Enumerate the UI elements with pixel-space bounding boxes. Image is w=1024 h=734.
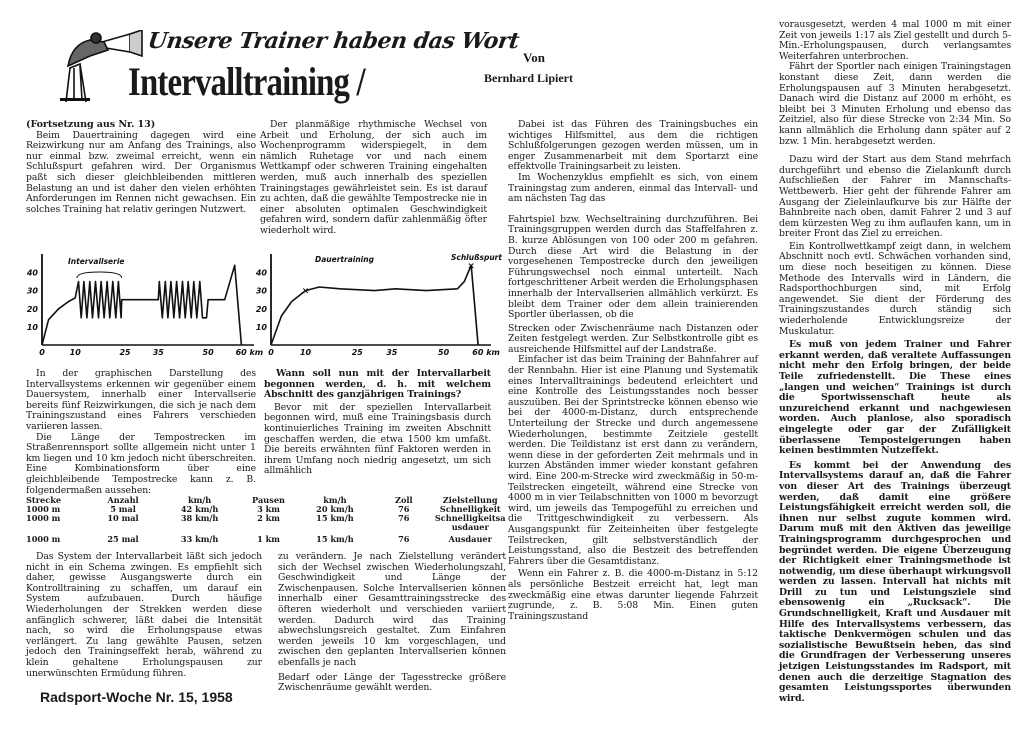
y-tick-label: 30 xyxy=(255,286,267,296)
column-header: km/h xyxy=(323,495,347,505)
interval-table xyxy=(26,496,506,544)
series-line xyxy=(42,265,241,345)
x-tick-label: 60 km xyxy=(235,348,264,357)
column-1-top xyxy=(26,120,256,215)
paragraph: Strecken oder Zwischenräume nach Distanzen oder Zeiten festgelegt werden. Zur Selbstkontrolle gibt es ausreichende Hilfsmittel auf der Landstraße. xyxy=(508,322,758,355)
paragraph: Die Länge der Tempostrecken im Straßenrennsport sollte allgemein nicht unter 1 km liegen und 10 km jedoch nicht überschreiten. Eine Kombinationsform über eine gleichbleibende Tempostrecke kann z. B. folgendermaßen aussehen: xyxy=(26,431,256,496)
column-1-bottom xyxy=(26,552,262,679)
table-cell: 76 xyxy=(398,504,410,514)
series-title: Unsere Trainer haben das Wort xyxy=(146,28,521,54)
paragraph: Im Wochenzyklus empfiehlt es sich, von einem Trainingstag zum anderen, einmal das Intervall- und am nächsten Tag das xyxy=(508,171,758,205)
table-cell: 33 km/h xyxy=(180,534,219,544)
column-header: Zoll xyxy=(394,495,413,505)
table-cell: 2 km xyxy=(257,513,280,523)
table-cell: 5 mal xyxy=(110,504,136,514)
table-cell: 76 xyxy=(398,513,410,523)
column-4 xyxy=(779,20,1011,704)
table-row xyxy=(26,514,506,532)
table-row xyxy=(26,532,506,544)
y-tick-label: 20 xyxy=(255,304,267,314)
paragraph: Fährt der Sportler nach einigen Trainingstagen konstant diese Zeit, dann werden die Erholungspausen auf 3 Minuten herabgesetzt. Danach wird die Distanz auf 2000 m erhöht, es bleibt bei 3 Minuten Erholung und ebenso das Zeitziel, also für diese Strecke von 2:34 Min. So kann allmählich die Erholung dann später auf 2 bzw. 1 Min. herabgesetzt werden. xyxy=(779,61,1011,147)
table-cell: Schnelligkeitsausdauer xyxy=(434,513,506,532)
paragraph: Beim Dauertraining dagegen wird eine Reizwirkung nur am Anfang des Trainings, also nur einmal bzw. zweimal erreicht, wenn ein Schlußspurt gefahren wird. Der Organismus paßt sich dieser gleichbleibenden mittleren Belastung an und ist daher den vielen erhöhten Anforderungen im Rennen nicht gewachsen. Ein solches Training hat relativ geringen Nutzwert. xyxy=(26,129,256,215)
table-cell: 1 km xyxy=(257,534,280,544)
x-tick-label: 50 xyxy=(438,348,450,357)
paragraph: Dabei ist das Führen des Trainingsbuches ein wichtiges Hilfsmittel, aus dem die richtigen Schlußfolgerungen gezogen werden müssen, um in enger Zusammenarbeit mit dem Sportarzt eine effektvolle Trainingsarbeit zu leisten. xyxy=(508,119,758,173)
subheading-question: Wann soll nun mit der Intervallarbeit begonnen werden, d. h. mit welchem Abschnitt des ganzjährigen Trainings? xyxy=(264,368,491,401)
y-tick-label: 20 xyxy=(26,304,38,314)
x-tick-label: 25 xyxy=(119,348,131,357)
y-tick-label: 10 xyxy=(26,322,38,332)
column-header: km/h xyxy=(187,495,212,505)
table-cell: 42 km/h xyxy=(180,504,219,514)
annotation-label: Schlußspurt xyxy=(451,253,502,262)
paragraph: Der planmäßige rhythmische Wechsel von Arbeit und Erholung, der sich auch im Wochenprogramm widerspiegelt, in dem nämlich Ruhetage vor und nach einem Wettkampf oder schweren Training eingehalten werden, muß auch innerhalb des speziellen Trainingstages gewährleistet sein. Es ist darauf zu achten, daß die gewählte Tempostrecke nie in einer absoluten optimalen Geschwindigkeit gefahren wird, sondern dafür zahlenmäßig öfter wiederholt wird. xyxy=(260,119,487,236)
x-tick-label: 10 xyxy=(299,348,312,357)
paragraph: In der graphischen Darstellung des Intervallsystems erkennen wir gegenüber einem Dauersystem, innerhalb einer Intervallserie bereits fünf Reizwirkungen, die sich je nach dem Trainingszustand eines Fahrers verschieden variieren lassen. xyxy=(26,368,256,432)
point-marker: × xyxy=(301,286,310,297)
table-cell: 38 km/h xyxy=(180,513,219,523)
x-tick-label: 10 xyxy=(69,348,81,357)
table-cell: 15 km/h xyxy=(316,513,354,523)
paragraph: Fahrtspiel bzw. Wechseltraining durchzuführen. Bei Trainingsgruppen werden durch das Staffelfahren z. B. kurze Ablösungen von 100 oder 200 m gefahren. Durch diese Art wird die Belastung in der vorgesehenen Tempostrecke durch den jeweiligen Führungswechsel noch einmal unterteilt. Nach fortgeschrittener Arbeit werden die Erholungsphasen innerhalb der Intervallserien allmählich verkürzt. Es bleibt dem Trainer oder dem allein trainierenden Sportler überlassen, ob die xyxy=(508,213,758,321)
paragraph: Ein Kontrollwettkampf zeigt dann, in welchem Abschnitt noch evtl. Schwächen vorhanden sind, um diese noch beseitigen zu können. Diese Methode des Intervalls wird in Ländern, die Radsporthochburgen sind, mit Erfolg angewendet. Sie dient der Förderung des Trainingszustandes durch ständig sich wiederholende Entwicklungsreize der Muskulatur. xyxy=(779,240,1011,337)
table-cell: 3 km xyxy=(257,504,280,514)
article-title: Intervalltraining / xyxy=(128,59,365,104)
column-2-bottom xyxy=(278,552,506,694)
y-tick-label: 40 xyxy=(26,268,38,278)
table-cell: 1000 m xyxy=(26,513,61,523)
column-1-middle xyxy=(26,369,256,496)
y-tick-label: 40 xyxy=(255,268,267,278)
paragraph: Es kommt bei der Anwendung des Intervallsystems darauf an, daß die Fahrer von dieser Art des Trainings überzeugt werden, daß damit eine größere Leistungsfähigkeit erreicht werden soll, die ihnen nur selbst zugute kommen wird. Darum muß mit den Aktiven das jeweilige Trainingsprogramm durchgesprochen und begründet werden. Die eigene Überzeugung der Richtigkeit einer Trainingsmethode ist notwendig, um diese überhaupt wirkungsvoll werden zu lassen. Intervall hat nichts mit Drill zu tun und Leistungsziele sind ebensowenig ein „Rucksack“. Die Grundschnelligkeit, Kraft und Ausdauer mit Hilfe des Intervallsystems verbessern, das taktische Denkvermögen schulen und das sozialistische Bewußtsein heben, das sind die Grundfragen der Verbesserung unseres jetzigen Leistungsstandes im Radsport, mit denen auch die derzeitige Stagnation des gesamten Leistungssportes überwunden wird. xyxy=(779,459,1011,704)
table-cell: Ausdauer xyxy=(448,534,492,544)
annotation-label: Intervallserie xyxy=(68,257,125,266)
paragraph: Wenn ein Fahrer z. B. die 4000-m-Distanz in 5:12 als persönliche Bestzeit erreicht hat, legt man zweckmäßig eine etwas darunter liegende Fahrzeit zugrunde, z. B. 5:08 Min. Einen guten Trainingszustand xyxy=(508,568,758,622)
header xyxy=(60,22,530,107)
author-name: Bernhard Lipiert xyxy=(484,71,573,85)
column-header: Strecke xyxy=(26,495,62,505)
column-3 xyxy=(508,120,758,622)
table-cell: Schnelligkeit xyxy=(439,504,501,514)
paragraph: Einfacher ist das beim Training der Bahnfahrer auf der Rennbahn. Hier ist eine Planung und Systematik eines Intervalltrainings bedeutend erleichtert und eine Kontrolle des Leistungsstandes noch besser auszuüben. Bei der Sprintstrecke können ebenso wie bei der 4000-m-Distanz, durch entsprechende Unterteilung der Strecke und durch angemessene Wiederholungen, bestimmte Zeitziele gestellt werden. Die Teildistanz ist erst dann zu verändern, wenn diese in der geforderten Zeit mehrmals und in kurzen Abständen immer wieder konstant gefahren wird. Eine 200-m-Strecke wird zweckmäßig in 50-m-Teilstrecken eingeteilt, während eine Strecke von 4000 m in vier Teilabschnitten von 1000 m bevorzugt wird, um jeweils das Tempogefühl zu erreichen und die Trittgeschwindigkeit zu verbessern. Als Ausgangspunkt für Zeiteinheiten über festgelegte Teilstrecken, gilt selbstverständlich der Leistungsstand, also die Bestzeit des betreffenden Fahrers über die Gesamtdistanz. xyxy=(508,354,758,567)
x-tick-label: 60 km xyxy=(472,348,500,357)
series-line xyxy=(271,265,478,345)
table-cell: 10 mal xyxy=(107,513,139,523)
publication-source: Radsport-Woche Nr. 15, 1958 xyxy=(40,689,233,705)
x-tick-label: 0 xyxy=(39,348,45,357)
y-tick-label: 30 xyxy=(26,286,38,296)
paragraph: vorausgesetzt, werden 4 mal 1000 m mit einer Zeit von jeweils 1:17 als Ziel gestellt und durch 5-Min.-Erholungspausen, durch verlangsamtes Weiterfahren unterbrochen. xyxy=(779,19,1011,62)
byline-von: Von xyxy=(523,50,545,65)
series-brace xyxy=(77,272,122,278)
column-2-top xyxy=(260,120,487,237)
column-header: Pausen xyxy=(252,495,285,505)
column-header: Anzahl xyxy=(107,495,139,505)
x-tick-label: 50 xyxy=(202,348,214,357)
paragraph: Bevor mit der speziellen Intervallarbeit begonnen wird, muß eine Trainingsbasis durch kontinuierliches Training im zweiten Abschnitt geschaffen werden, die etwa 1500 km umfaßt. Die bereits erwähnten fünf Faktoren werden in ihrem Umfang noch niedrig angesetzt, um sich allmählich xyxy=(264,401,491,477)
interval-training-chart xyxy=(20,248,265,360)
endurance-training-chart xyxy=(255,248,505,360)
table-cell: 1000 m xyxy=(26,534,61,544)
x-tick-label: 35 xyxy=(152,348,164,357)
annotation-label: Dauertraining xyxy=(315,255,374,264)
paragraph: zu verändern. Je nach Zielstellung verändert sich der Wechsel zwischen Wiederholungszahl, Geschwindigkeit und Länge der Zwischenpausen. Solche Intervallserien können innerhalb einer Gesamttrainingsstrecke des öfteren wiederholt und verschieden variiert werden. Dadurch wird das Training abwechslungsreich gestaltet. Zum Einfahren werden jeweils 10 km vorgeschlagen, und zwischen den geplanten Intervallserien können ebenfalls je nach xyxy=(278,551,506,668)
paragraph: Bedarf oder Länge der Tagesstrecke größere Zwischenräume gewählt werden. xyxy=(278,671,506,694)
table-cell: 76 xyxy=(398,534,410,544)
paragraph: Dazu wird der Start aus dem Stand mehrfach durchgeführt und ebenso die Zielankunft durch Aufschließen der Fahrer im Mannschafts-Wettbewerb. Hier geht der führende Fahrer am Ausgang der Zieleinlaufkurve bis zur Hälfte der Bahnbreite nach oben, damit Fahrer 2 und 3 auf dem kürzesten Weg zu ihm auflaufen kann, um in breiter Front das Ziel zu erreichen. xyxy=(779,154,1011,240)
column-header: Zielstellung xyxy=(442,495,498,505)
paragraph: Es muß von jedem Trainer und Fahrer erkannt werden, daß veraltete Auffassungen nicht mehr den Erfolg bringen, der beide Teile zufriedenstellt. Die These eines „langen und weichen“ Trainings ist durch die Sportwissenschaft heute als unzureichend erkannt und nachgewiesen worden. Auch planlose, also sporadisch eingelegte oder gar der Zufälligkeit überlassene Temposteigerungen haben keinen bestimmten Nutzeffekt. xyxy=(779,339,1011,457)
continuation-note: (Fortsetzung aus Nr. 13) xyxy=(26,119,156,130)
table-cell: 15 km/h xyxy=(316,534,354,544)
table-cell: 25 mal xyxy=(107,534,139,544)
x-tick-label: 25 xyxy=(351,348,363,357)
x-tick-label: 0 xyxy=(268,348,274,357)
table-cell: 20 km/h xyxy=(316,504,354,514)
point-marker: × xyxy=(467,261,475,272)
y-tick-label: 10 xyxy=(255,322,267,332)
paragraph: Das System der Intervallarbeit läßt sich jedoch nicht in ein Schema zwingen. Es empfiehlt sich daher, gewisse Ausgangswerte durch ein Kontrolltraining zu schaffen, um darauf ein System aufzubauen. Durch häufige Wiederholungen der Strekken werden diese anfänglich schwerer, läßt dabei die Intensität nach, so wird die Erholungspause etwas verlängert. Zu lang gewählte Pausen, setzen jedoch den Trainingseffekt herab, während zu klein gehaltene Erholungspausen zur unerwünschten Ermüdung führen. xyxy=(26,551,262,679)
column-2-middle xyxy=(264,369,491,477)
table-cell: 1000 m xyxy=(26,504,61,514)
x-tick-label: 35 xyxy=(386,348,398,357)
